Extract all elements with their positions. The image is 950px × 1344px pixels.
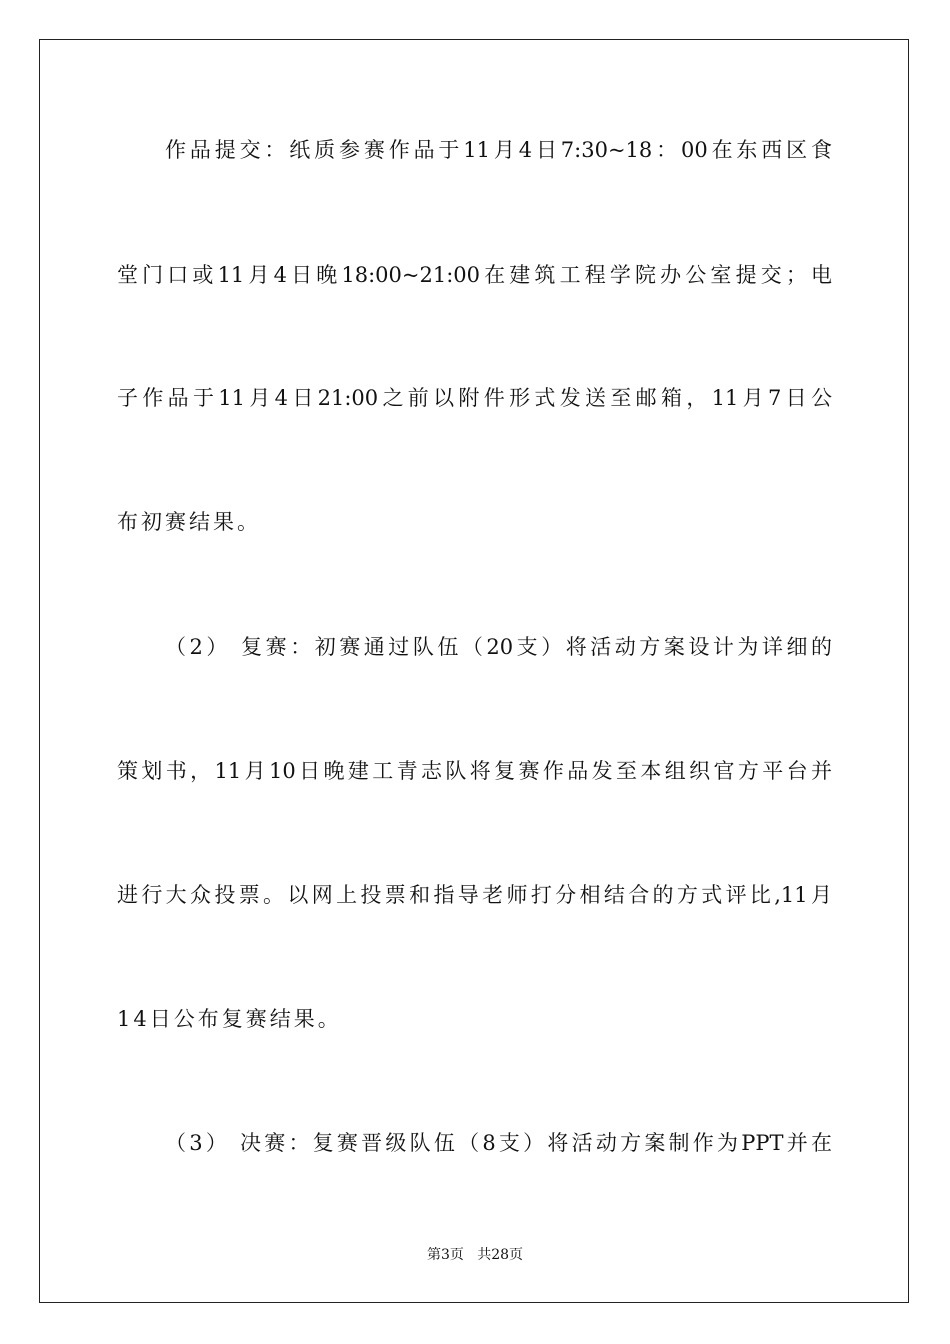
paragraph-line-5: （2） 复赛：初赛通过队伍（20支）将活动方案设计为详细的 [165, 635, 832, 659]
paragraph-line-4: 布初赛结果。 [117, 510, 261, 534]
paragraph-line-9: （3） 决赛：复赛晋级队伍（8支）将活动方案制作为PPT并在 [165, 1131, 832, 1155]
paragraph-line-7: 进行大众投票。以网上投票和指导老师打分相结合的方式评比,11月 [117, 883, 832, 907]
page-number: 第3页 共28页 [426, 1247, 524, 1263]
paragraph-line-8: 14日公布复赛结果。 [117, 1007, 342, 1031]
paragraph-line-2: 堂门口或11月4日晚18:00~21:00在建筑工程学院办公室提交；电 [117, 263, 832, 287]
page-border [39, 39, 909, 1303]
paragraph-line-3: 子作品于11月4日21:00之前以附件形式发送至邮箱，11月7日公 [117, 386, 832, 410]
paragraph-line-6: 策划书，11月10日晚建工青志队将复赛作品发至本组织官方平台并 [117, 759, 832, 783]
paragraph-line-1: 作品提交：纸质参赛作品于11月4日7:30~18：00在东西区食 [165, 138, 832, 162]
